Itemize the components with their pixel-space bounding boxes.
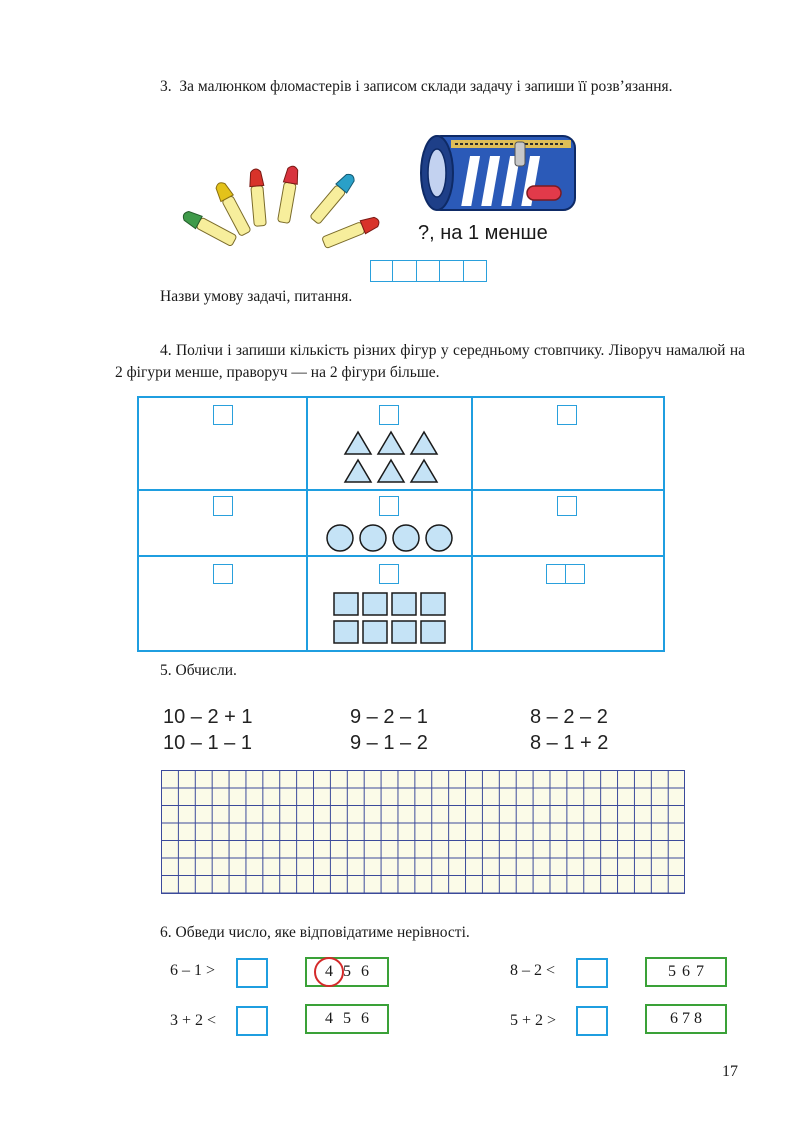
square-shape — [334, 621, 358, 643]
option-1-1[interactable]: 4 — [320, 963, 338, 981]
answer-cell[interactable] — [440, 260, 463, 282]
option-4-3[interactable]: 8 — [694, 1010, 702, 1027]
expr-col1-row2: 10 – 1 – 1 — [163, 732, 252, 754]
square-shape — [421, 593, 445, 615]
circles-group — [325, 522, 457, 554]
option-1-2[interactable]: 5 — [343, 963, 351, 980]
square-shape — [392, 593, 416, 615]
circle-shape — [327, 525, 353, 551]
page-number: 17 — [722, 1063, 738, 1080]
inequality-2-expression: 8 – 2 < — [510, 962, 556, 979]
circle-shape — [426, 525, 452, 551]
expr-col2-row2: 9 – 1 – 2 — [350, 732, 428, 754]
option-4-2[interactable]: 7 — [682, 1010, 690, 1027]
middle-count-box-squares[interactable] — [379, 564, 399, 584]
inequality-4-options — [645, 1004, 727, 1034]
triangle-shape — [345, 432, 371, 454]
expr-col1-row1: 10 – 2 + 1 — [163, 706, 253, 728]
square-shape — [421, 621, 445, 643]
option-3-2[interactable]: 5 — [343, 1010, 351, 1027]
triangle-shape — [411, 432, 437, 454]
expr-col3-row1: 8 – 2 – 2 — [530, 706, 608, 728]
square-shape — [363, 621, 387, 643]
expr-col3-row2: 8 – 1 + 2 — [530, 732, 609, 754]
marker-red-2 — [277, 165, 301, 224]
task3-text — [115, 76, 745, 98]
triangle-shape — [378, 460, 404, 482]
option-2-1[interactable]: 5 — [668, 963, 676, 980]
task6-title: 6. Обведи число, яке відповідатиме нерівності. — [160, 924, 470, 941]
inequality-1-answer-box[interactable] — [236, 958, 268, 988]
task3-subtext: Назви умову задачі, питання. — [160, 288, 353, 305]
marker-red-1 — [248, 168, 267, 226]
answer-cell[interactable] — [393, 260, 416, 282]
circle-shape — [360, 525, 386, 551]
right-count-box-squares-tens[interactable] — [546, 564, 566, 584]
circle-shape — [393, 525, 419, 551]
task4-text: 4. Полічи і запиши кількість різних фігур у середньому стовпчику. Ліворуч намалюй на 2 фігури менше, праворуч — на 2 фігури більше. — [115, 342, 745, 381]
inequality-3-answer-box[interactable] — [236, 1006, 268, 1036]
option-2-2[interactable]: 6 — [682, 963, 690, 980]
triangle-shape — [345, 460, 371, 482]
left-count-box-circles[interactable] — [213, 496, 233, 516]
inequality-1-expression: 6 – 1 > — [170, 962, 216, 979]
triangle-shape — [411, 460, 437, 482]
expr-col2-row1: 9 – 2 – 1 — [350, 706, 428, 728]
option-3-1[interactable]: 4 — [325, 1010, 333, 1027]
left-count-box-squares[interactable] — [213, 564, 233, 584]
middle-count-box-circles[interactable] — [379, 496, 399, 516]
pencil-case-illustration — [415, 128, 587, 220]
grid-paper-workspace[interactable] — [161, 770, 685, 894]
marker-blue — [309, 171, 358, 225]
shapes-table — [137, 396, 665, 652]
answer-cell[interactable] — [370, 260, 393, 282]
left-count-box-triangles[interactable] — [213, 405, 233, 425]
markers-illustration — [165, 160, 380, 260]
right-count-box-squares-ones[interactable] — [565, 564, 585, 584]
answer-cell[interactable] — [464, 260, 487, 282]
inequality-2-options — [645, 957, 727, 987]
task3-number: 3. — [160, 78, 172, 95]
inequality-2-answer-box[interactable] — [576, 958, 608, 988]
option-3-3[interactable]: 6 — [361, 1010, 369, 1027]
task3-text-body: За малюнком фломастерів і записом склади задачу і запиши її розв’язання. — [179, 78, 673, 95]
triangles-group — [343, 430, 443, 486]
inequality-3-options — [305, 1004, 389, 1034]
marker-red-3 — [321, 214, 380, 249]
triangle-shape — [378, 432, 404, 454]
square-shape — [334, 593, 358, 615]
option-1-3[interactable]: 6 — [361, 963, 369, 980]
inequality-1-options — [305, 957, 389, 987]
squares-group — [333, 592, 447, 646]
task5-title: 5. Обчисли. — [160, 662, 237, 679]
task3-caption: ?, на 1 менше — [418, 222, 548, 244]
middle-count-box-triangles[interactable] — [379, 405, 399, 425]
square-shape — [392, 621, 416, 643]
square-shape — [363, 593, 387, 615]
task3-answer-cells — [370, 260, 487, 282]
inequality-4-answer-box[interactable] — [576, 1006, 608, 1036]
option-4-1[interactable]: 6 — [670, 1010, 678, 1027]
inequality-3-expression: 3 + 2 < — [170, 1012, 217, 1029]
option-2-3[interactable]: 7 — [696, 963, 704, 980]
right-count-box-triangles[interactable] — [557, 405, 577, 425]
right-count-box-circles[interactable] — [557, 496, 577, 516]
inequality-4-expression: 5 + 2 > — [510, 1012, 557, 1029]
answer-cell[interactable] — [417, 260, 440, 282]
circled-mark — [314, 957, 344, 987]
